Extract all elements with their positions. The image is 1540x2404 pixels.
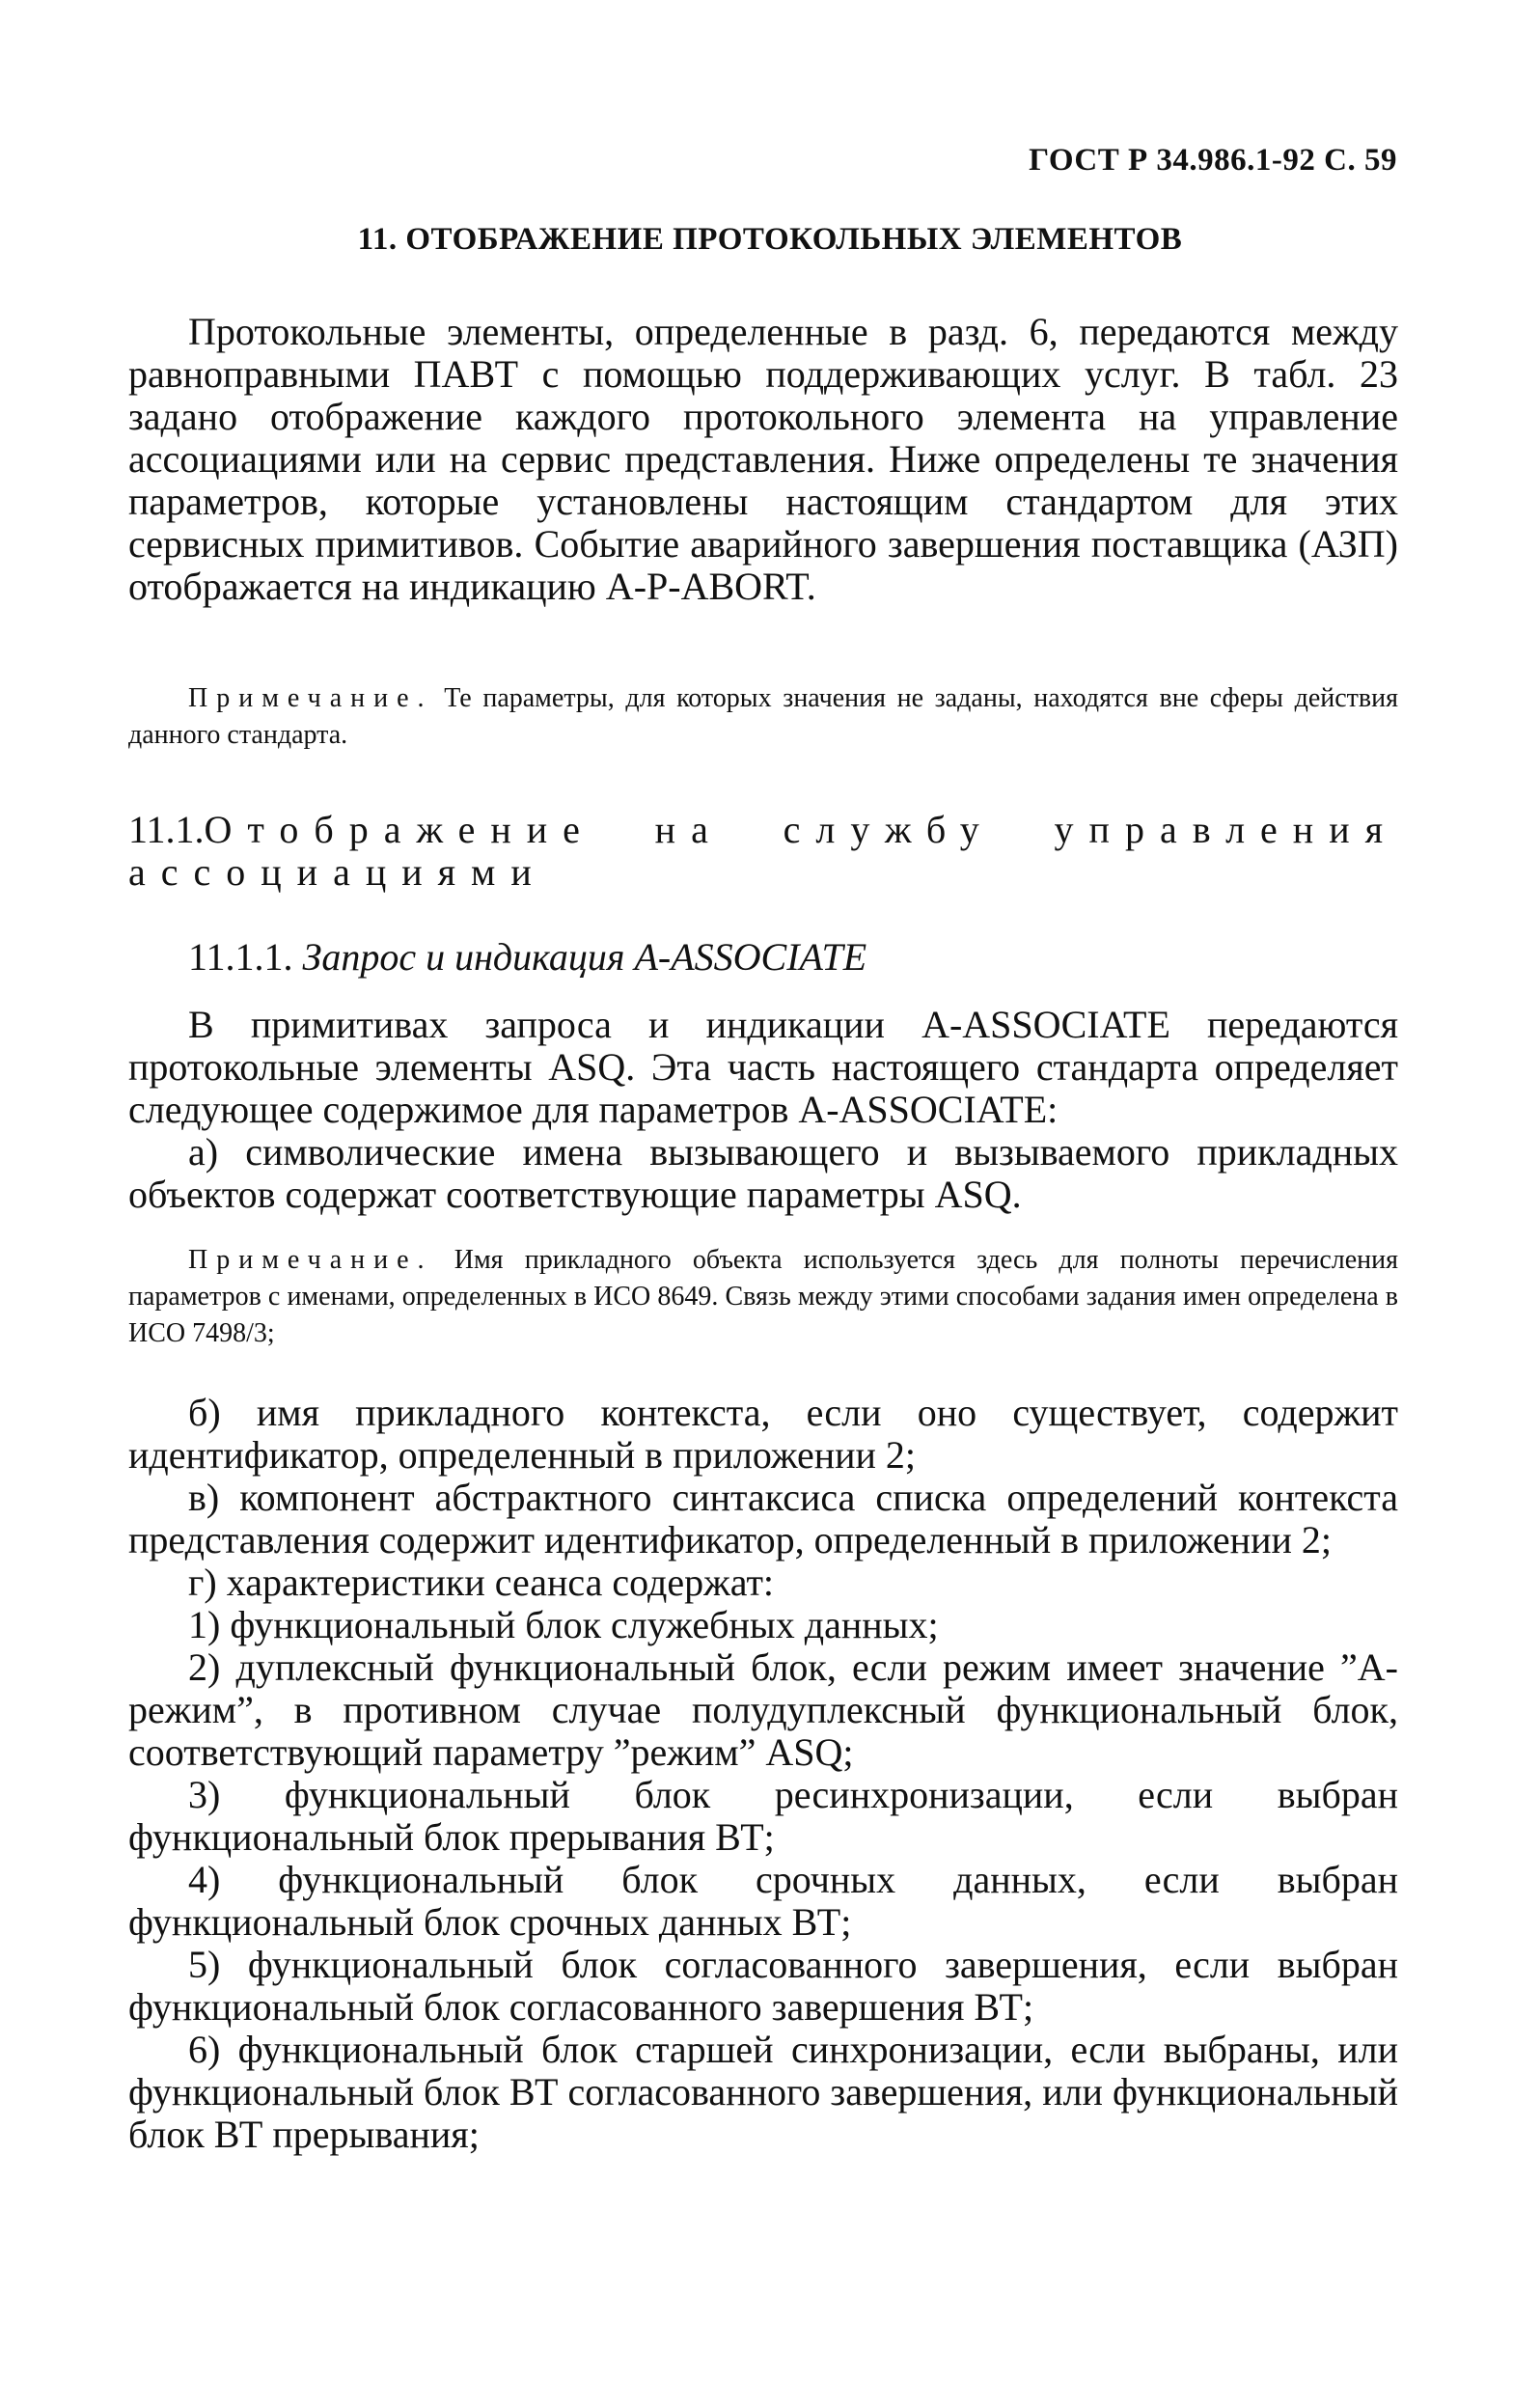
list-item: 1) функциональный блок служебных данных; (188, 1603, 939, 1646)
list-item: в) компонент абстрактного синтаксиса списка определений контекста представления содержит идентификатор, определенный в приложении 2; (128, 1476, 1398, 1561)
list-item-a: а) символические имена вызывающего и вызываемого прикладных объектов содержат соответствующие параметры ASQ. (128, 1130, 1398, 1216)
intro-paragraph (128, 311, 1398, 608)
list-item: б) имя прикладного контекста, если оно существует, содержит идентификатор, определенный в приложении 2; (128, 1391, 1398, 1477)
subsection-title: Отображение на службу управления ассоциациями (128, 808, 1398, 894)
intro-text: Протокольные элементы, определенные в разд. 6, передаются между равноправными ПАВТ с помощью поддерживающих услуг. В табл. 23 задано отображение каждого протокольного элемента на управление ассоциациями или на сервис представления. Ниже определены те значения параметров, которые установлены настоящим стандартом для этих сервисных примитивов. Событие аварийного завершения поставщика (АЗП) отображается на индикацию A-P-ABORT. (128, 310, 1398, 608)
subsection-number: 11.1. (128, 808, 205, 851)
note-2-label: Примечание. (188, 1245, 433, 1275)
subsubsection-number: 11.1.1. (188, 935, 293, 979)
list-item: 6) функциональный блок старшей синхронизации, если выбраны, или функциональный блок ВТ согласованного завершения, или функциональный блок ВТ прерывания; (128, 2028, 1398, 2156)
subsubsection-heading (188, 936, 866, 979)
subsubsection-title: Запрос и индикация A-ASSOCIATE (302, 935, 867, 979)
note-1-text: Те параметры, для которых значения не заданы, находятся вне сферы действия данного стандарта. (128, 683, 1398, 750)
para-2 (128, 1004, 1398, 1216)
list-continued (128, 1392, 1398, 2156)
note-2 (128, 1242, 1398, 1352)
list-item: г) характеристики сеанса содержат: (188, 1561, 775, 1604)
page-header-reference: ГОСТ Р 34.986.1-92 С. 59 (1029, 143, 1397, 178)
para-2-text: В примитивах запроса и индикации A-ASSOCIATE передаются протокольные элементы ASQ. Эта часть настоящего стандарта определяет следующее содержимое для параметров A-ASSOCIATE: (128, 1003, 1398, 1131)
list-item: 2) дуплексный функциональный блок, если режим имеет значение ”А-режим”, в противном случае полудуплексный функциональный блок, соответствующий параметру ”режим” ASQ; (128, 1645, 1398, 1774)
note-1 (128, 680, 1398, 754)
list-item: 5) функциональный блок согласованного завершения, если выбран функциональный блок согласованного завершения ВТ; (128, 1943, 1398, 2029)
list-item: 3) функциональный блок ресинхронизации, если выбран функциональный блок прерывания ВТ; (128, 1773, 1398, 1859)
note-1-label: Примечание. (188, 683, 433, 713)
list-item: 4) функциональный блок срочных данных, если выбран функциональный блок срочных данных ВТ; (128, 1858, 1398, 1944)
note-2-text: Имя прикладного объекта используется здесь для полноты перечисления параметров с именами, определенных в ИСО 8649. Связь между этими способами задания имен определена в ИСО 7498/3; (128, 1245, 1398, 1348)
section-title: 11. ОТОБРАЖЕНИЕ ПРОТОКОЛЬНЫХ ЭЛЕМЕНТОВ (357, 222, 1183, 257)
subsection-heading (128, 809, 1398, 894)
